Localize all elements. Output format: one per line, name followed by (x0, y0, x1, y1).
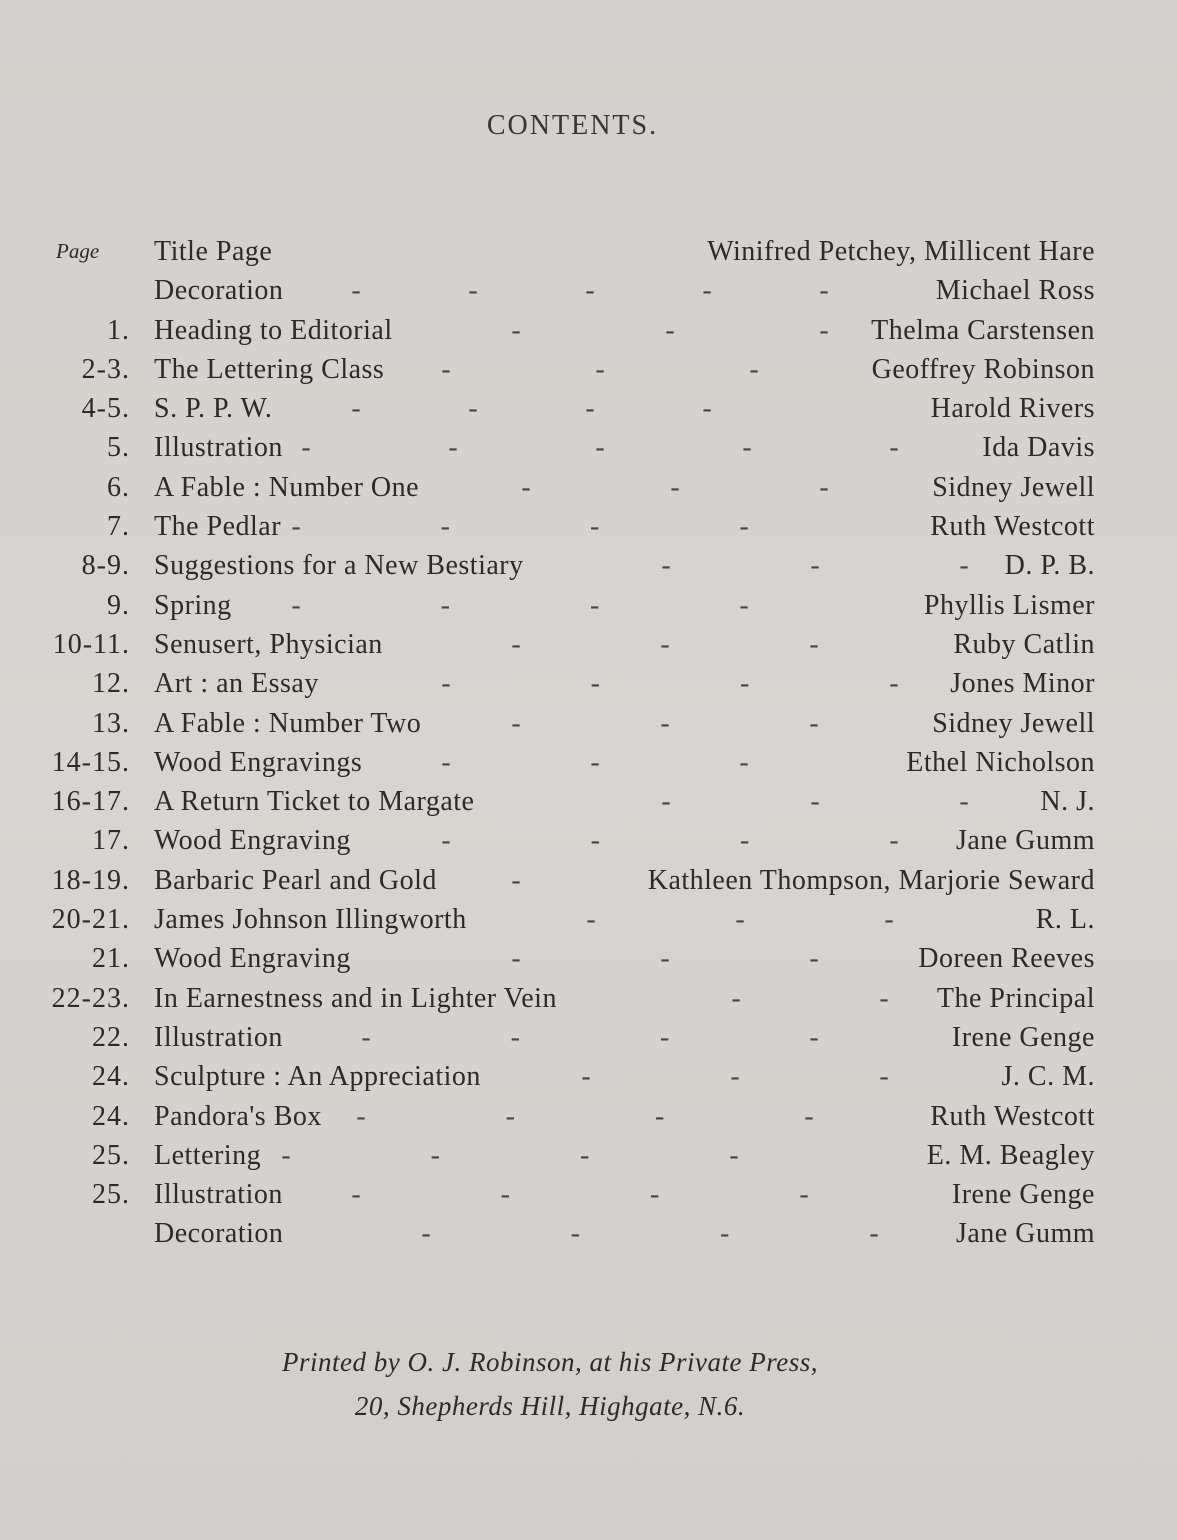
leader-dashes: - - - (511, 943, 819, 975)
page-number: 18-19. (51, 864, 130, 896)
toc-row (30, 468, 1095, 507)
entry-author: J. C. M. (1001, 1061, 1095, 1093)
page-number: 2-3. (81, 353, 130, 385)
leader-dashes: - - - (521, 471, 829, 503)
toc-row (30, 625, 1095, 664)
toc-row (30, 507, 1095, 546)
entry-title: Art : an Essay (154, 668, 319, 700)
entry-author: Sidney Jewell (932, 471, 1095, 503)
entry-title: Decoration (154, 275, 284, 307)
entry-title: A Fable : Number Two (154, 707, 422, 739)
entry-title: Lettering (154, 1139, 262, 1171)
toc-row (30, 271, 1095, 310)
entry-author: Ruby Catlin (953, 628, 1095, 660)
toc-row (30, 428, 1095, 467)
entry-author: Phyllis Lismer (923, 589, 1095, 621)
entry-author: N. J. (1040, 786, 1095, 818)
entry-author: D. P. B. (1004, 550, 1095, 582)
toc-row (30, 664, 1095, 703)
entry-title: The Pedlar (154, 511, 282, 543)
leader-dashes: - (511, 864, 521, 896)
entry-title: The Lettering Class (154, 353, 385, 385)
leader-dashes: - - - (511, 314, 829, 346)
page-number: 16-17. (51, 786, 130, 818)
entry-title: Spring (154, 589, 232, 621)
toc-row (30, 900, 1095, 939)
entry-title: Illustration (154, 1179, 283, 1211)
page-number: 25. (92, 1179, 130, 1211)
entry-author: Irene Genge (951, 1179, 1095, 1211)
page-number: 24. (92, 1061, 130, 1093)
page-number: 20-21. (51, 904, 130, 936)
leader-dashes: - - - - (361, 1021, 819, 1053)
toc-row (30, 782, 1095, 821)
toc-row (30, 232, 1095, 271)
toc-row (30, 1018, 1095, 1057)
leader-dashes: - - - (586, 904, 894, 936)
entry-author: Ruth Westcott (930, 511, 1095, 543)
entry-title: Barbaric Pearl and Gold (154, 864, 437, 896)
toc-row (30, 821, 1095, 860)
toc-row (30, 1097, 1095, 1136)
leader-dashes: - - - (441, 746, 749, 778)
entry-title: Title Page (154, 236, 273, 267)
page-title: CONTENTS. (486, 110, 659, 141)
entry-author: Ethel Nicholson (906, 746, 1095, 778)
entry-title: Pandora's Box (154, 1100, 322, 1132)
page-number: 12. (92, 668, 130, 700)
page-number: 22. (92, 1021, 130, 1053)
entry-title: Wood Engravings (154, 746, 363, 778)
page-number: 4-5. (81, 393, 130, 425)
toc-row (30, 1214, 1095, 1253)
page-number: 22-23. (51, 982, 130, 1014)
entry-author: Jones Minor (950, 668, 1095, 700)
toc-row (30, 743, 1095, 782)
leader-dashes: - - - - (291, 511, 749, 543)
leader-dashes: - - - (661, 550, 969, 582)
leader-dashes: - - - - (281, 1139, 739, 1171)
entry-author: R. L. (1035, 904, 1095, 936)
entry-title: James Johnson Illingworth (154, 904, 467, 936)
entry-author: Winifred Petchey, Millicent Hare (707, 236, 1095, 267)
page-number: 6. (107, 471, 130, 503)
entry-title: S. P. P. W. (154, 393, 273, 425)
entry-title: Heading to Editorial (154, 314, 393, 346)
entry-author: Ida Davis (982, 432, 1095, 464)
leader-dashes: - - - - (441, 825, 899, 857)
page-number: 7. (107, 511, 130, 543)
entry-title: A Fable : Number One (154, 471, 420, 503)
page-number: 17. (92, 825, 130, 857)
toc-row (30, 350, 1095, 389)
entry-title: Wood Engraving (154, 943, 351, 975)
imprint-line: Printed by O. J. Robinson, at his Private Press, (282, 1347, 818, 1377)
page-number: 21. (92, 943, 130, 975)
leader-dashes: - - - - (421, 1218, 879, 1250)
toc-row (30, 311, 1095, 350)
toc-row (30, 389, 1095, 428)
entry-author: Irene Genge (951, 1021, 1095, 1053)
leader-dashes: - - - - (351, 393, 712, 425)
page-number: 24. (92, 1100, 130, 1132)
page-number: 14-15. (51, 746, 130, 778)
toc-row (30, 546, 1095, 585)
page-number: 9. (107, 589, 130, 621)
toc-row (30, 861, 1095, 900)
entry-author: Michael Ross (935, 275, 1095, 307)
entry-author: Jane Gumm (955, 825, 1095, 857)
entry-author: Kathleen Thompson, Marjorie Seward (647, 864, 1095, 896)
entry-title: Illustration (154, 432, 283, 464)
leader-dashes: - - - - - (351, 275, 829, 307)
entry-author: Harold Rivers (930, 393, 1095, 425)
toc-row (30, 1057, 1095, 1096)
entry-author: Thelma Carstensen (871, 314, 1095, 346)
imprint-line: 20, Shepherds Hill, Highgate, N.6. (354, 1391, 746, 1421)
toc-row (30, 586, 1095, 625)
page-number: 10-11. (52, 628, 130, 660)
entry-title: Sculpture : An Appreciation (154, 1061, 481, 1093)
toc-row (30, 979, 1095, 1018)
leader-dashes: - - - (661, 786, 969, 818)
entry-title: Suggestions for a New Bestiary (154, 550, 524, 582)
contents-list (30, 232, 1095, 1254)
entry-title: A Return Ticket to Margate (154, 786, 475, 818)
leader-dashes: - - - (441, 353, 759, 385)
page-number: 5. (107, 432, 130, 464)
printer-imprint (0, 1340, 1100, 1428)
entry-author: Geoffrey Robinson (871, 353, 1095, 385)
leader-dashes: - - - - (351, 1179, 809, 1211)
entry-author: Jane Gumm (955, 1218, 1095, 1250)
entry-title: Decoration (154, 1218, 284, 1250)
page-number: 1. (107, 314, 130, 346)
entry-author: Ruth Westcott (930, 1100, 1095, 1132)
entry-author: E. M. Beagley (926, 1139, 1095, 1171)
entry-author: The Principal (936, 982, 1095, 1014)
toc-row (30, 939, 1095, 978)
leader-dashes: - - - - (356, 1100, 814, 1132)
entry-author: Sidney Jewell (932, 707, 1095, 739)
entry-author: Doreen Reeves (918, 943, 1095, 975)
page-column-label: Page (56, 239, 100, 263)
leader-dashes: - - - (581, 1061, 889, 1093)
entry-title: In Earnestness and in Lighter Vein (154, 982, 557, 1014)
entry-title: Illustration (154, 1021, 283, 1053)
leader-dashes: - - - (511, 707, 819, 739)
leader-dashes: - - (731, 982, 889, 1014)
toc-row (30, 1136, 1095, 1175)
leader-dashes: - - - (511, 628, 819, 660)
entry-title: Wood Engraving (154, 825, 351, 857)
entry-title: Senusert, Physician (154, 628, 383, 660)
leader-dashes: - - - - - (301, 432, 899, 464)
page-number: 25. (92, 1139, 130, 1171)
toc-row (30, 1175, 1095, 1214)
leader-dashes: - - - - (291, 589, 749, 621)
leader-dashes: - - - - (441, 668, 899, 700)
toc-row (30, 704, 1095, 743)
page-number: 13. (92, 707, 130, 739)
page-number: 8-9. (81, 550, 130, 582)
